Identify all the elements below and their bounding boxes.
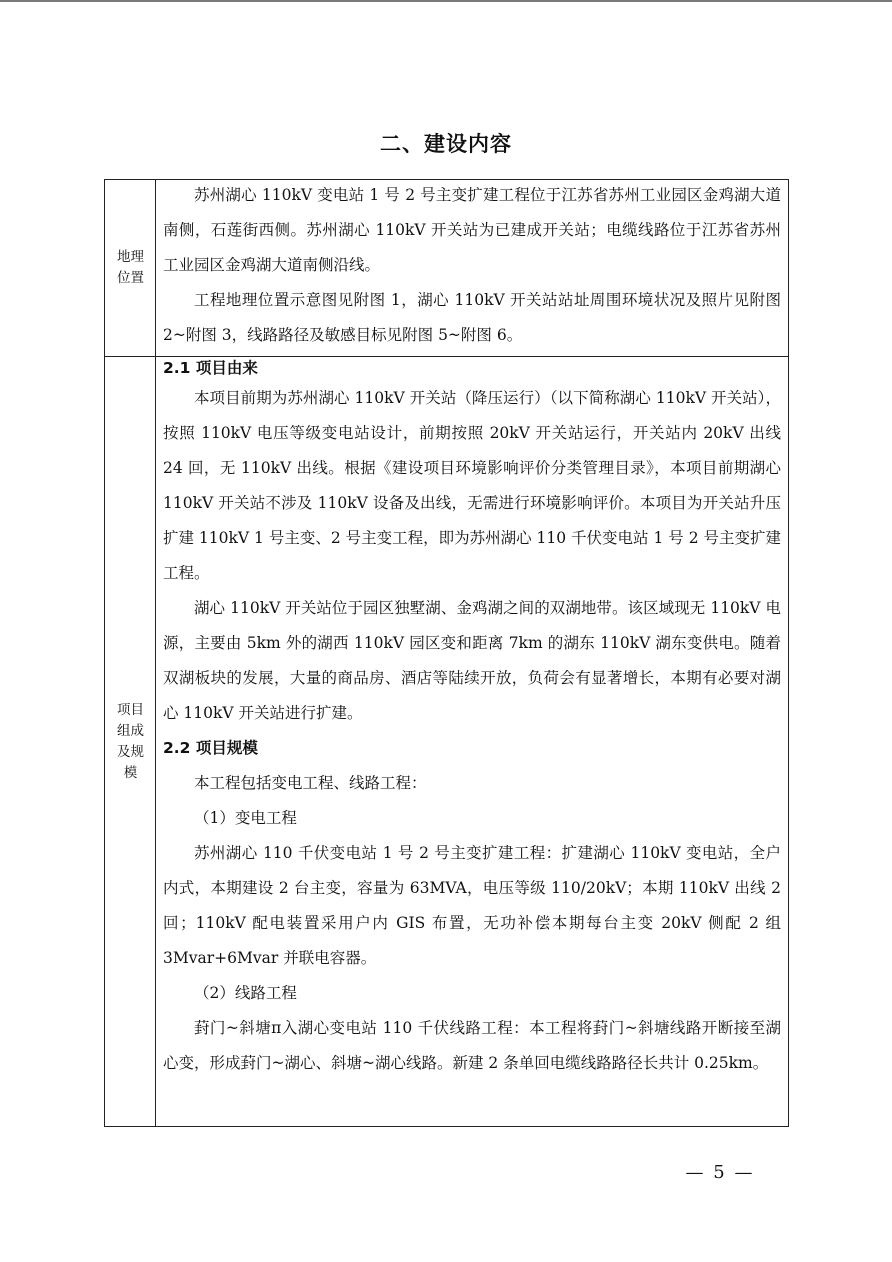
label-column: [105, 180, 156, 1126]
section-title: 二、建设内容: [380, 132, 512, 156]
location-cell: [163, 178, 781, 353]
origin-paragraph-2: 湖心 110kV 开关站位于园区独墅湖、金鸡湖之间的双湖地带。该区域现无 110kV 电源，主要由 5km 外的湖西 110kV 园区变和距离 7km 的湖东 110kV 湖东变供电。随着双湖板块的发展，大量的商品房、酒店等陆续开放，负荷会有显著增长，本期有必要对湖心 110kV 开关站进行扩建。: [163, 599, 781, 722]
scale-intro: 本工程包括变电工程、线路工程：: [194, 774, 427, 792]
line-subtitle: （2）线路工程: [194, 984, 297, 1002]
row-label-composition: 项目 组成 及规 模: [117, 702, 144, 781]
location-paragraph-1: 苏州湖心 110kV 变电站 1 号 2 号主变扩建工程位于江苏省苏州工业园区金鸡湖大道南侧，石莲街西侧。苏州湖心 110kV 开关站为已建成开关站；电缆线路位于江苏省苏州工业园区金鸡湖大道南侧沿线。: [163, 186, 781, 274]
line-text: 葑门~斜塘π入湖心变电站 110 千伏线路工程：本工程将葑门~斜塘线路开断接至湖心变，形成葑门~湖心、斜塘~湖心线路。新建 2 条单回电缆线路路径长共计 0.25km。: [163, 1019, 781, 1072]
heading-project-scale: 2.2 项目规模: [163, 739, 258, 757]
heading-project-origin: 2.1 项目由来: [163, 359, 258, 377]
substation-subtitle: （1）变电工程: [194, 809, 297, 827]
top-border-line: [0, 0, 892, 2]
row-label-location: 地理 位置: [117, 249, 144, 286]
location-paragraph-2: 工程地理位置示意图见附图 1，湖心 110kV 开关站站址周围环境状况及照片见附图 2~附图 3，线路路径及敏感目标见附图 5~附图 6。: [163, 291, 781, 344]
substation-text: 苏州湖心 110 千伏变电站 1 号 2 号主变扩建工程：扩建湖心 110kV 变电站，全户内式，本期建设 2 台主变，容量为 63MVA，电压等级 110/20kV；本期 110kV 出线 2 回；110kV 配电装置采用户内 GIS 布置，无功补偿本期每台主变 20kV 侧配 2 组 3Mvar+6Mvar 并联电容器。: [163, 844, 781, 967]
content-table: [104, 179, 789, 1127]
origin-paragraph-1: 本项目前期为苏州湖心 110kV 开关站（降压运行）（以下简称湖心 110kV 开关站），按照 110kV 电压等级变电站设计，前期按照 20kV 开关站运行，开关站内 20kV 出线 24 回，无 110kV 出线。根据《建设项目环境影响评价分类管理目录》，本项目前期湖心 110kV 开关站不涉及 110kV 设备及出线，无需进行环境影响评价。本项目为开关站升压扩建 110kV 1 号主变、2 号主变工程，即为苏州湖心 110 千伏变电站 1 号 2 号主变扩建工程。: [163, 389, 781, 582]
composition-cell: [163, 356, 781, 1081]
page-number: — 5 —: [685, 1162, 755, 1183]
